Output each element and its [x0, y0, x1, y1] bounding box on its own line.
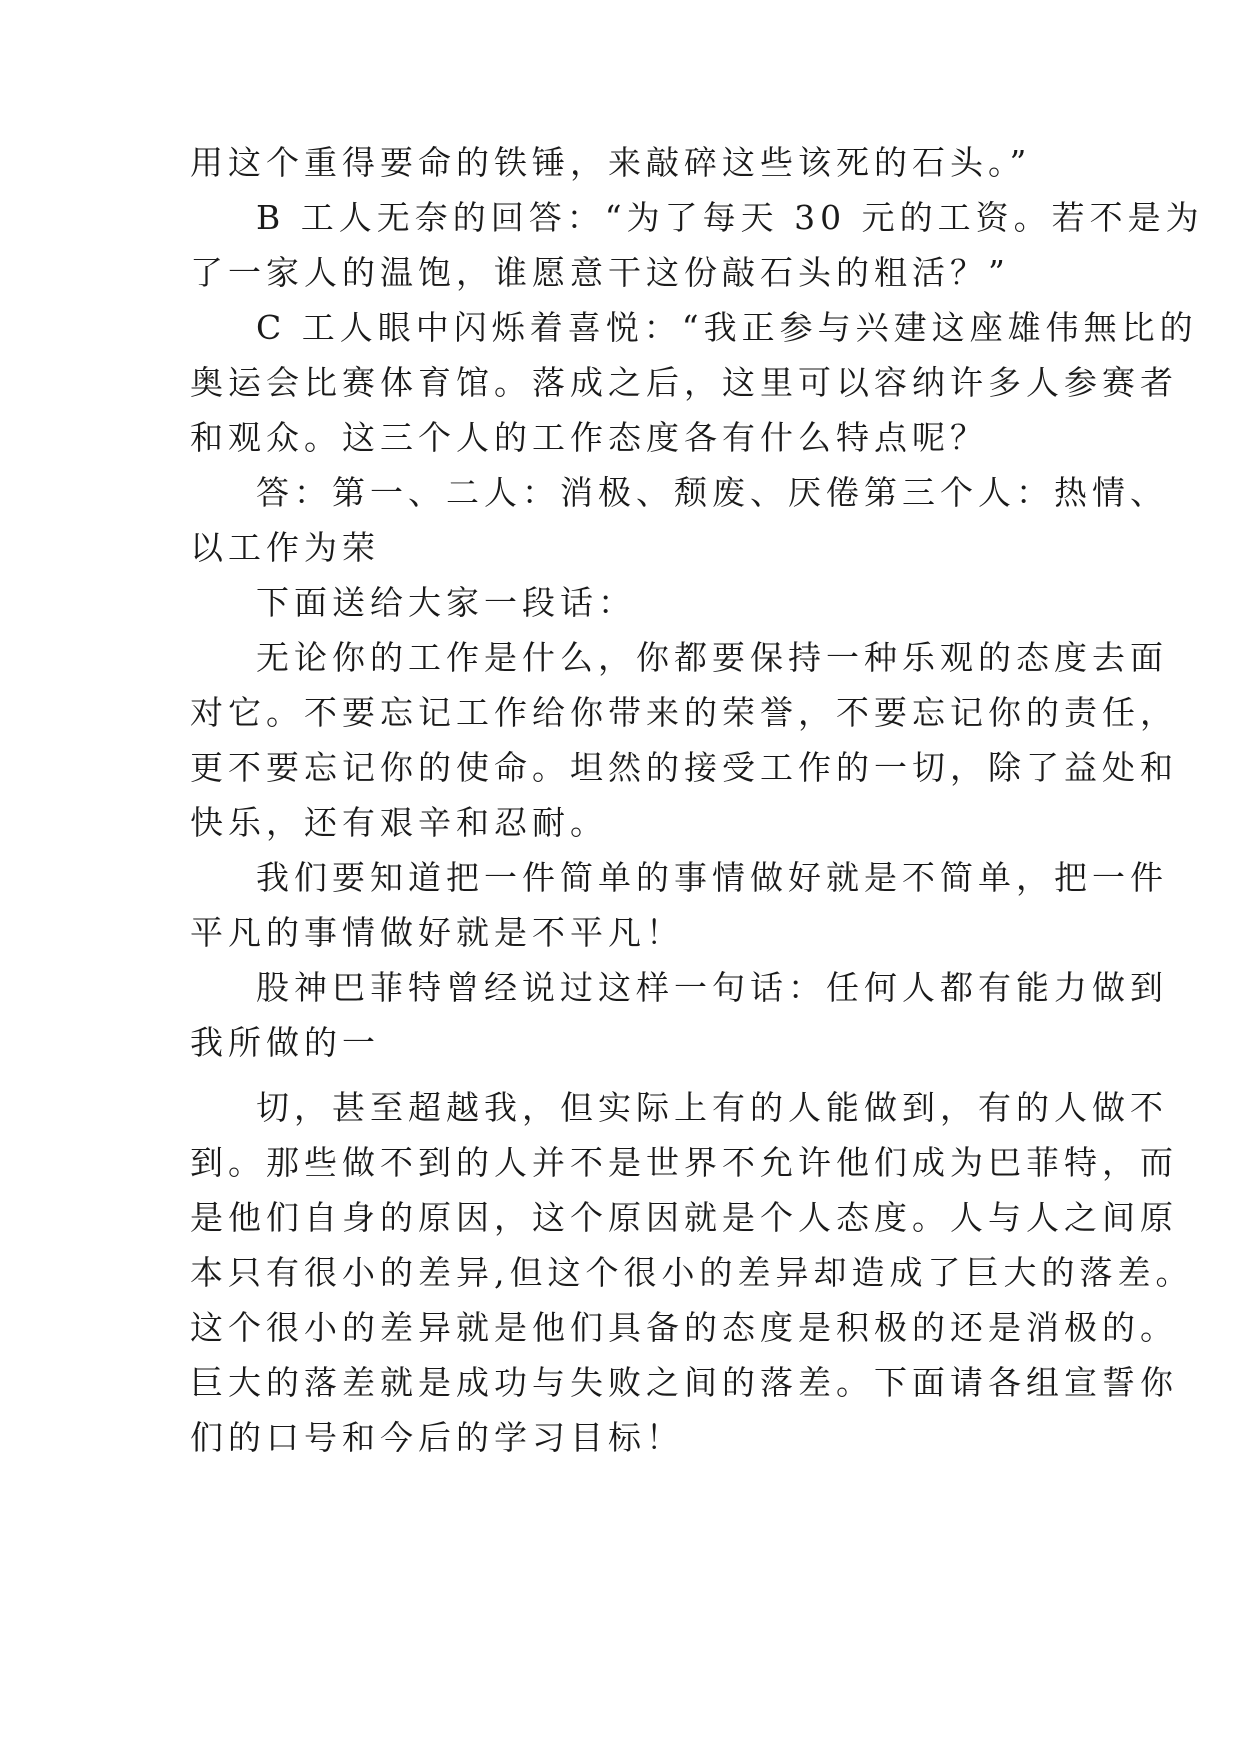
- text-line: 答：第一、二人：消极、颓废、厌倦第三个人：热情、: [256, 473, 1168, 512]
- text-line: 本只有很小的差异,但这个很小的差异却造成了巨大的落差。: [190, 1253, 1194, 1292]
- text-line: 对它。不要忘记工作给你带来的荣誉，不要忘记你的责任，: [190, 693, 1178, 732]
- text-line: 和观众。这三个人的工作态度各有什么特点呢？: [190, 418, 988, 457]
- text-line: 用这个重得要命的铁锤，来敲碎这些该死的石头。”: [190, 143, 1032, 182]
- text-line: 这个很小的差异就是他们具备的态度是积极的还是消极的。: [190, 1308, 1178, 1347]
- text-line: B 工人无奈的回答：“为了每天 30 元的工资。若不是为: [256, 198, 1204, 237]
- text-line: 无论你的工作是什么，你都要保持一种乐观的态度去面: [256, 638, 1168, 677]
- text-line: 下面送给大家一段话：: [256, 583, 636, 622]
- text-line: 们的口号和今后的学习目标！: [190, 1418, 684, 1457]
- text-line: C 工人眼中闪烁着喜悦：“我正参与兴建这座雄伟無比的: [256, 308, 1198, 347]
- text-line: 我所做的一: [190, 1023, 380, 1062]
- text-line: 更不要忘记你的使命。坦然的接受工作的一切，除了益处和: [190, 748, 1178, 787]
- text-line: 股神巴菲特曾经说过这样一句话：任何人都有能力做到: [256, 968, 1168, 1007]
- text-line: 奥运会比赛体育馆。落成之后，这里可以容纳许多人参赛者: [190, 363, 1178, 402]
- text-line: 我们要知道把一件简单的事情做好就是不简单，把一件: [256, 858, 1168, 897]
- text-line: 巨大的落差就是成功与失败之间的落差。下面请各组宣誓你: [190, 1363, 1178, 1402]
- text-line: 快乐，还有艰辛和忍耐。: [190, 803, 608, 842]
- text-line: 平凡的事情做好就是不平凡！: [190, 913, 684, 952]
- text-line: 是他们自身的原因，这个原因就是个人态度。人与人之间原: [190, 1198, 1178, 1237]
- text-line: 了一家人的温饱，谁愿意干这份敲石头的粗活？”: [190, 253, 1010, 292]
- text-line: 到。那些做不到的人并不是世界不允许他们成为巴菲特，而: [190, 1143, 1178, 1182]
- text-line: 切，甚至超越我，但实际上有的人能做到，有的人做不: [256, 1088, 1168, 1127]
- text-line: 以工作为荣: [190, 528, 380, 567]
